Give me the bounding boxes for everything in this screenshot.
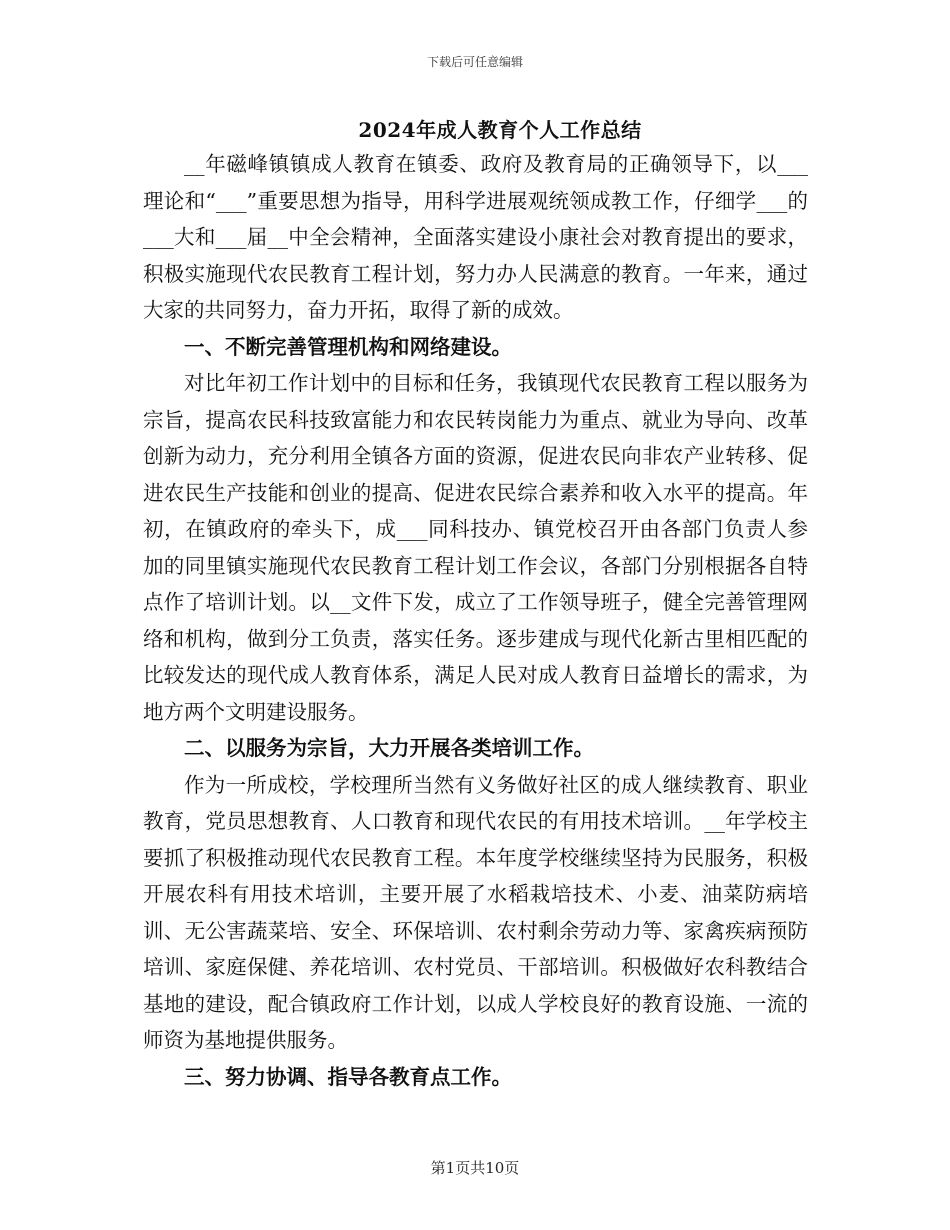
section-heading-1: 一、不断完善管理机构和网络建设。 xyxy=(184,334,512,359)
header-note: 下载后可任意编辑 xyxy=(426,55,523,69)
document-title: 2024年成人教育个人工作总结 xyxy=(358,118,642,142)
paragraph-section-1: 对比年初工作计划中的目标和任务，我镇现代农民教育工程以服务为宗旨，提高农民科技致富能力和农民转岗能力为重点、就业为导向、改革创新为动力，充分利用全镇各方面的资源，促进农民向非农产业转移、促进农民生产技能和创业的提高、促进农民综合素养和收入水平的提高。年初，在镇政府的牵头下，成___同科技办、镇党校召开由各部门负责人参加的同里镇实施现代农民教育工程计划工作会议，各部门分别根据各自特点作了培训计划。以__文件下发，成立了工作领导班子，健全完善管理网络和机构，做到分工负责，落实任务。逐步建成与现代化新古里相匹配的比较发达的现代成人教育体系，满足人民对成人教育日益增长的需求，为地方两个文明建设服务。 xyxy=(143,371,808,724)
page-number: 第1页共10页 xyxy=(430,1159,520,1177)
section-heading-3: 三、努力协调、指导各教育点工作。 xyxy=(184,1064,512,1089)
paragraph-intro: __年磁峰镇镇成人教育在镇委、政府及教育局的正确领导下，以___理论和“___”重要思想为指导，用科学进展观统领成教工作，仔细学___的___大和___届__中全会精神，全面落实建设小康社会对教育提出的要求，积极实施现代农民教育工程计划，努力办人民满意的教育。一年来，通过大家的共同努力，奋力开拓，取得了新的成效。 xyxy=(143,152,808,322)
section-heading-2: 二、以服务为宗旨，大力开展各类培训工作。 xyxy=(184,736,594,760)
document-body xyxy=(143,146,808,1095)
paragraph-section-2: 作为一所成校，学校理所当然有义务做好社区的成人继续教育、职业教育，党员思想教育、人口教育和现代农民的有用技术培训。__年学校主要抓了积极推动现代农民教育工程。本年度学校继续坚持为民服务，积极开展农科有用技术培训，主要开展了水稻栽培技术、小麦、油菜防病培训、无公害蔬菜培、安全、环保培训、农村剩余劳动力等、家禽疾病预防培训、家庭保健、养花培训、农村党员、干部培训。积极做好农科教结合基地的建设，配合镇政府工作计划，以成人学校良好的教育设施、一流的师资为基地提供服务。 xyxy=(143,772,808,1052)
